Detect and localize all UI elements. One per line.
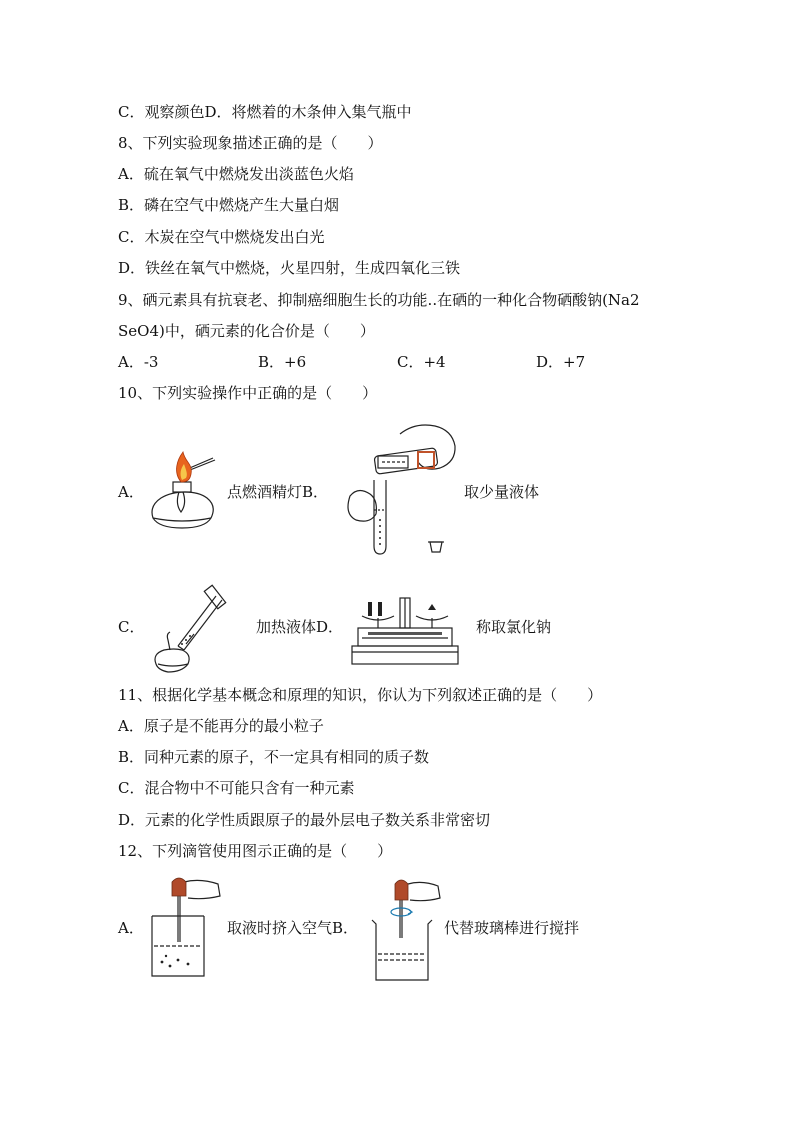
q9-option-c: C．+4 (397, 353, 446, 371)
q9-option-a: A．-3 (118, 353, 159, 371)
q10-option-a-text: 点燃酒精灯B． (227, 483, 329, 501)
q9-stem-line1: 9、硒元素具有抗衰老、抑制癌细胞生长的功能..在硒的一种化合物硒酸钠(Na2 (118, 291, 640, 309)
alcohol-lamp-lighting-figure (145, 448, 220, 538)
q9-option-d: D．+7 (536, 353, 586, 371)
q9-options (118, 352, 678, 372)
q8-option-c: C．木炭在空气中燃烧发出白光 (118, 228, 325, 246)
dropper-squeeze-air-figure (148, 876, 223, 980)
q11-option-a: A．原子是不能再分的最小粒子 (118, 717, 324, 735)
q10-option-b-text: 取少量液体 (464, 483, 540, 501)
q10-stem: 10、下列实验操作中正确的是（ ） (118, 384, 378, 402)
q11-option-c: C．混合物中不可能只含有一种元素 (118, 779, 355, 797)
q12-option-a-text: 取液时挤入空气B． (227, 919, 359, 937)
pour-liquid-figure (330, 414, 465, 559)
q9-option-b: B．+6 (258, 353, 307, 371)
q12-option-b-text: 代替玻璃棒进行搅拌 (444, 919, 580, 937)
q11-option-d: D．元素的化学性质跟原子的最外层电子数关系非常密切 (118, 811, 491, 829)
q8-option-b: B．磷在空气中燃烧产生大量白烟 (118, 196, 340, 214)
q12-option-a-letter: A． (118, 919, 144, 937)
q8-option-d: D．铁丝在氧气中燃烧，火星四射，生成四氧化三铁 (118, 259, 461, 277)
q10-option-c-letter: C． (118, 618, 145, 636)
q9-stem-line2: SeO4)中，硒元素的化合价是（ ） (118, 322, 375, 340)
q11-stem: 11、根据化学基本概念和原理的知识，你认为下列叙述正确的是（ ） (118, 686, 603, 704)
q10-option-c-text: 加热液体D． (256, 618, 344, 636)
q8-stem: 8、下列实验现象描述正确的是（ ） (118, 134, 383, 152)
dropper-stirring-figure (368, 876, 443, 984)
q10-option-d-text: 称取氯化钠 (476, 618, 552, 636)
balance-scale-figure (348, 588, 463, 670)
q8-option-a: A．硫在氧气中燃烧发出淡蓝色火焰 (118, 165, 354, 183)
q10-option-a-letter: A． (118, 483, 144, 501)
q7-option-cd: C．观察颜色D．将燃着的木条伸入集气瓶中 (118, 103, 412, 121)
q12-stem: 12、下列滴管使用图示正确的是（ ） (118, 842, 393, 860)
heat-liquid-figure (148, 588, 248, 676)
q11-option-b: B．同种元素的原子，不一定具有相同的质子数 (118, 748, 430, 766)
